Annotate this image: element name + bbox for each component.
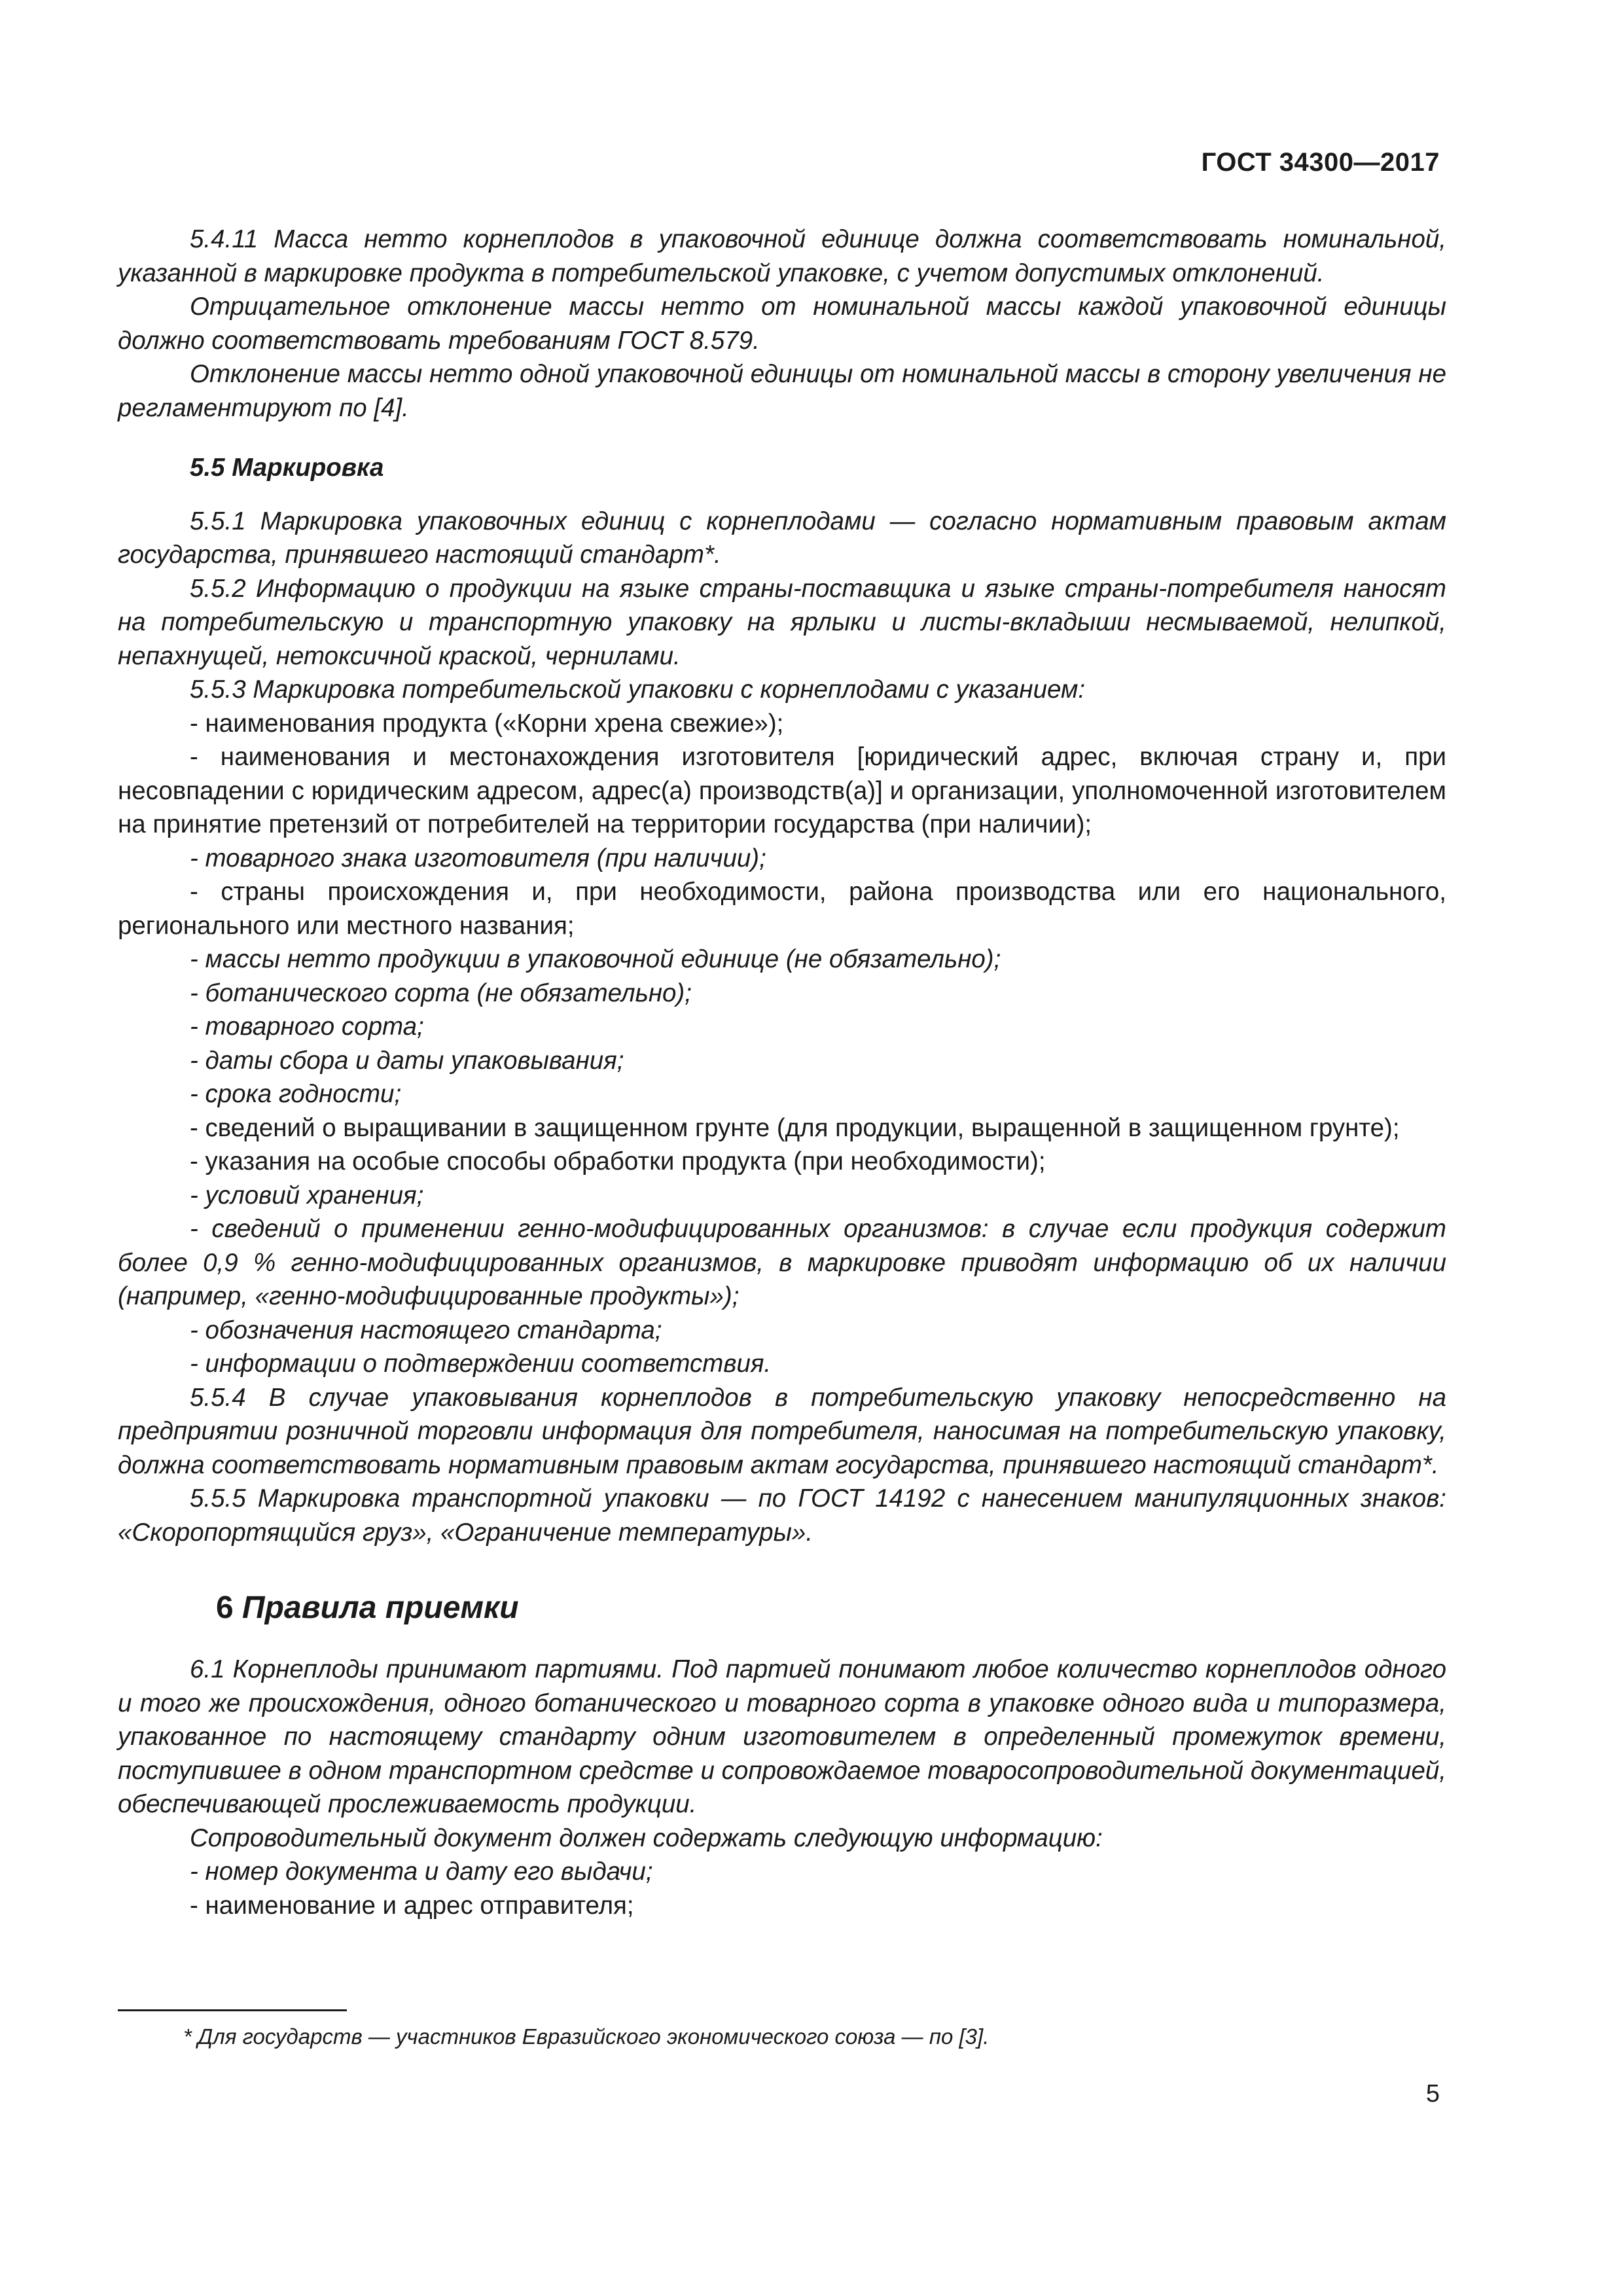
list-item: - сведений о применении генно-модифицированных организмов: в случае если продукция содержит более 0,9 % генно-модифицированных организмов, в маркировке приводят информацию об их наличии (например, «генно-модифицированные продукты»); (118, 1215, 1446, 1310)
list-item: - наименования и местонахождения изготовителя [юридический адрес, включая страну и, при несовпадении с юридическим адресом, адрес(а) производств(а)] и организации, уполномоченной изготовителем на принятие претензий от потребителей на территории государства (при наличии); (118, 743, 1446, 838)
paragraph-5-4-11-positive-deviation: Отклонение массы нетто одной упаковочной единицы от номинальной массы в сторону увеличения не регламентируют по [4]. (118, 360, 1446, 422)
list-item: - условий хранения; (190, 1181, 424, 1210)
paragraph-5-4-11: 5.4.11 Масса нетто корнеплодов в упаковочной единице должна соответствовать номинальной, указанной в маркировке продукта в потребительской упаковке, с учетом допустимых отклонений. (118, 225, 1446, 287)
list-item: - обозначения настоящего стандарта; (190, 1316, 662, 1344)
list-item: - ботанического сорта (не обязательно); (190, 978, 692, 1007)
footnote-divider (118, 2009, 347, 2011)
list-item: - страны происхождения и, при необходимости, района производства или его национального, регионального или местного названия; (118, 878, 1446, 940)
paragraph-5-5-1: 5.5.1 Маркировка упаковочных единиц с корнеплодами — согласно нормативным правовым актам государства, принявшего настоящий стандарт*. (118, 507, 1446, 569)
section-number: 6 (216, 1590, 234, 1625)
paragraph-5-5-5: 5.5.5 Маркировка транспортной упаковки — по ГОСТ 14192 с нанесением манипуляционных знаков: «Скоропортящийся груз», «Ограничение температуры». (118, 1484, 1446, 1547)
list-item: - информации о подтверждении соответствия. (190, 1350, 772, 1378)
list-item: - указания на особые способы обработки продукта (при необходимости); (190, 1147, 1046, 1175)
paragraph-6-1: 6.1 Корнеплоды принимают партиями. Под партией понимают любое количество корнеплодов одного и того же происхождения, одного ботанического и товарного сорта в упаковке одного вида и типоразмера, упакованное по настоящему стандарту одним изготовителем в определенный промежуток времени, поступившее в одном транспортном средстве и сопровождаемое товаросопроводительной документацией, обеспечивающей прослеживаемость продукции. (118, 1655, 1446, 1818)
list-item: - наименования продукта («Корни хрена свежие»); (190, 709, 784, 738)
list-item: - сведений о выращивании в защищенном грунте (для продукции, выращенной в защищенном грунте); (190, 1113, 1400, 1142)
footnote: * Для государств — участников Евразийского экономического союза — по [3]. (183, 2024, 990, 2049)
page-number: 5 (1425, 2080, 1440, 2108)
paragraph-5-5-4: 5.5.4 В случае упаковывания корнеплодов в потребительскую упаковку непосредственно на предприятии розничной торговли информация для потребителя, наносимая на потребительскую упаковку, должна соответствовать нормативным правовым актам государства, принявшего настоящий стандарт*. (118, 1383, 1446, 1479)
list-item: - даты сбора и даты упаковывания; (190, 1046, 624, 1075)
list-item: - наименование и адрес отправителя; (190, 1891, 634, 1920)
paragraph-6-1-document: Сопроводительный документ должен содержать следующую информацию: (190, 1823, 1103, 1852)
body-text (118, 223, 1446, 1922)
section-heading-6 (118, 1588, 1446, 1628)
paragraph-5-5-2: 5.5.2 Информацию о продукции на языке страны-поставщика и языке страны-потребителя наносят на потребительскую и транспортную упаковку на ярлыки и листы-вкладыши несмываемой, нелипкой, непахнущей, нетоксичной краской, чернилами. (118, 574, 1446, 670)
paragraph-5-5-3: 5.5.3 Маркировка потребительской упаковки с корнеплодами с указанием: (190, 675, 1086, 704)
subsection-heading-5-5: 5.5 Маркировка (190, 454, 384, 482)
paragraph-5-4-11-negative-deviation: Отрицательное отклонение массы нетто от номинальной массы каждой упаковочной единицы должно соответствовать требованиям ГОСТ 8.579. (118, 293, 1446, 355)
list-item: - массы нетто продукции в упаковочной единице (не обязательно); (190, 945, 1001, 973)
list-item: - срока годности; (190, 1080, 402, 1108)
list-item: - товарного сорта; (190, 1013, 424, 1041)
list-item: - номер документа и дату его выдачи; (190, 1857, 653, 1886)
list-item: - товарного знака изготовителя (при наличии); (190, 844, 766, 872)
standard-code-header: ГОСТ 34300—2017 (1201, 148, 1440, 177)
section-title: Правила приемки (242, 1590, 519, 1625)
